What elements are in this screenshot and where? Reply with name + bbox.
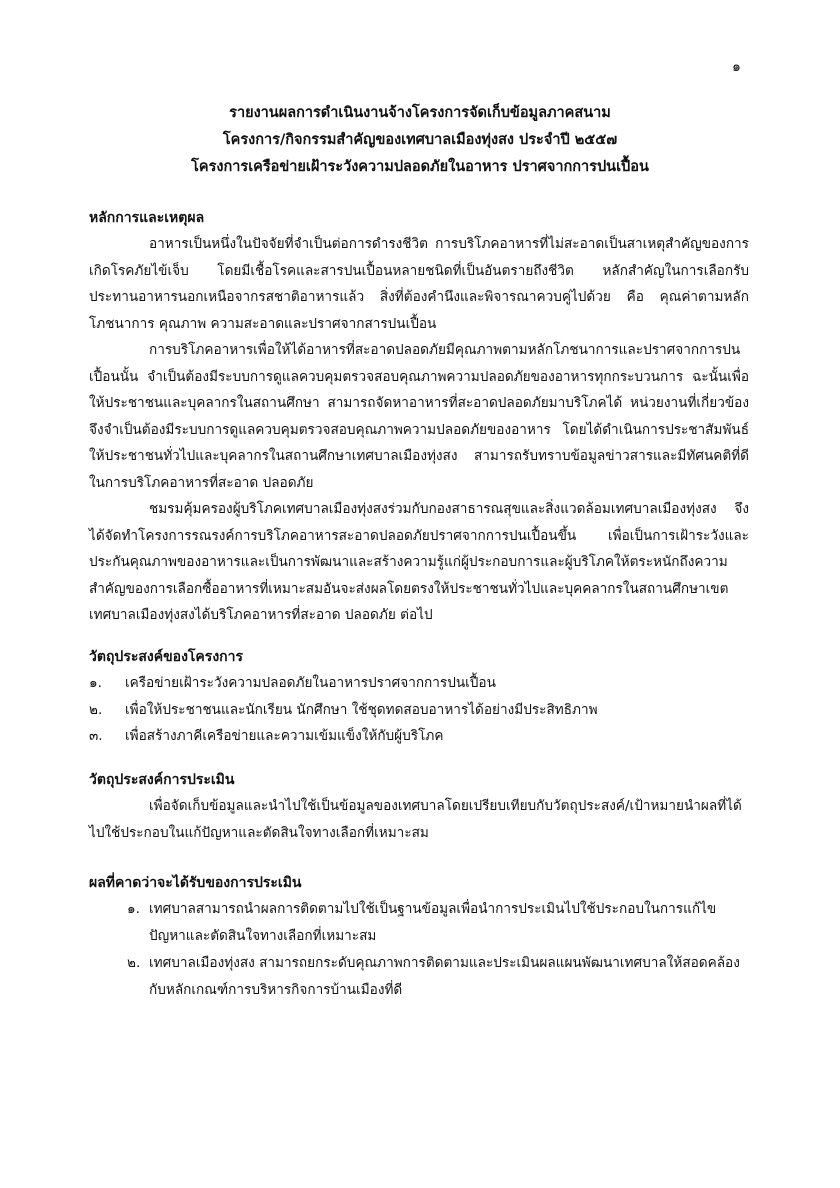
objectives-heading: วัตถุประสงค์ของโครงการ (89, 649, 244, 665)
title-line-1: รายงานผลการดำเนินงานจ้างโครงการจัดเก็บข้อมูลภาคสนาม (229, 105, 611, 121)
title-line-2: โครงการ/กิจกรรมสำคัญของเทศบาลเมืองทุ่งสง ประจำปี ๒๕๕๗ (222, 132, 618, 148)
list-item: ๒. เพื่อให้ประชาชนและนักเรียน นักศึกษา ใช้ชุดทดสอบอาหารได้อย่างมีประสิทธิภาพ (89, 701, 598, 718)
rationale-paragraph-2: การบริโภคอาหารเพื่อให้ได้อาหารที่สะอาดปลอดภัยมีคุณภาพตามหลักโภชนาการและปราศจากการปนเปื้อนนั้น จำเป็นต้องมีระบบการดูแลควบคุมตรวจสอบคุณภาพความปลอดภัยของอาหารทุกกระบวนการ ฉะนั้นเพื่อให้ประชาชนและบุคลากรในสถานศึกษา สามารถจัดหาอาหารที่สะอาดปลอดภัยมาบริโภคได้ หน่วยงานที่เกี่ยวข้องจึงจำเป็นต้องมีระบบการดูแลควบคุมตรวจสอบคุณภาพความปลอดภัยของอาหาร โดยได้ดำเนินการประชาสัมพันธ์ให้ประชาชนทั่วไปและบุคลากรในสถานศึกษาเทศบาลเมืองทุ่งสง สามารถรับทราบข้อมูลข่าวสารและมีทัศนคติที่ดีในการบริโภคอาหารที่สะอาด ปลอดภัย (89, 342, 749, 491)
rationale-paragraph-1: อาหารเป็นหนึ่งในปัจจัยที่จำเป็นต่อการดำรงชีวิต การบริโภคอาหารที่ไม่สะอาดเป็นสาเหตุสำคัญของการเกิดโรคภัยไข้เจ็บ โดยมีเชื้อโรคและสารปนเปื้อนหลายชนิดที่เป็นอันตรายถึงชีวิต หลักสำคัญในการเลือกรับประทานอาหารนอกเหนือจากรสชาติอาหารแล้ว สิ่งที่ต้องคำนึงและพิจารณาควบคู่ไปด้วย คือ คุณค่าตามหลักโภชนาการ คุณภาพ ความสะอาดและปราศจากสารปนเปื้อน (89, 236, 749, 332)
list-item: ๑. เทศบาลสามารถนำผลการติดตามไปใช้เป็นฐานข้อมูลเพื่อนำการประเมินไปใช้ประกอบในการแก้ไขปัญหาและตัดสินใจทางเลือกที่เหมาะสม (127, 901, 717, 944)
evaluation-objectives-paragraph: เพื่อจัดเก็บข้อมูลและนำไปใช้เป็นข้อมูลของเทศบาลโดยเปรียบเทียบกับวัตถุประสงค์/เป้าหมายนำผลที่ได้ไปใช้ประกอบในแก้ปัญหาและตัดสินใจทางเลือกที่เหมาะสม (89, 798, 742, 841)
evaluation-objectives-heading: วัตถุประสงค์การประเมิน (89, 772, 235, 788)
expected-results-heading: ผลที่คาดว่าจะได้รับของการประเมิน (89, 875, 302, 891)
list-item: ๓. เพื่อสร้างภาคีเครือข่ายและความเข้มแข็งให้กับผู้บริโภค (89, 728, 444, 744)
rationale-heading: หลักการและเหตุผล (89, 210, 205, 226)
title-line-3: โครงการเครือข่ายเฝ้าระวังความปลอดภัยในอาหาร ปราศจากการปนเปื้อน (191, 159, 649, 175)
rationale-section (89, 205, 749, 629)
objectives-list (89, 670, 749, 750)
rationale-paragraph-3: ชมรมคุ้มครองผู้บริโภคเทศบาลเมืองทุ่งสงร่วมกับกองสาธารณสุขและสิ่งแวดล้อมเทศบาลเมืองทุ่งสง จึงได้จัดทำโครงการรณรงค์การบริโภคอาหารสะอาดปลอดภัยปราศจากการปนเปื้อนขึ้น เพื่อเป็นการเฝ้าระวังและประกันคุณภาพของอาหารและเป็นการพัฒนาและสร้างความรู้แก่ผู้ประกอบการและผู้บริโภคให้ตระหนักถึงความสำคัญของการเลือกซื้ออาหารที่เหมาะสมอันจะส่งผลโดยตรงให้ประชาชนทั่วไปและบุคคลากรในสถานศึกษาเขตเทศบาลเมืองทุ่งสงได้บริโภคอาหารที่สะอาด ปลอดภัย ต่อไป (89, 501, 749, 623)
page-number: ๑ (732, 59, 741, 75)
expected-results-section (89, 870, 749, 1004)
list-item: ๑. เครือข่ายเฝ้าระวังความปลอดภัยในอาหารปราศจากการปนเปื้อน (89, 675, 496, 691)
list-item: ๒. เทศบาลเมืองทุ่งสง สามารถยกระดับคุณภาพการติดตามและประเมินผลแผนพัฒนาเทศบาลให้สอดคล้องกับหลักเกณฑ์การบริหารกิจการบ้านเมืองที่ดี (127, 955, 740, 998)
evaluation-objectives-section (89, 767, 749, 846)
expected-results-list (89, 896, 749, 1004)
report-title (0, 100, 840, 181)
objectives-section (89, 644, 749, 750)
